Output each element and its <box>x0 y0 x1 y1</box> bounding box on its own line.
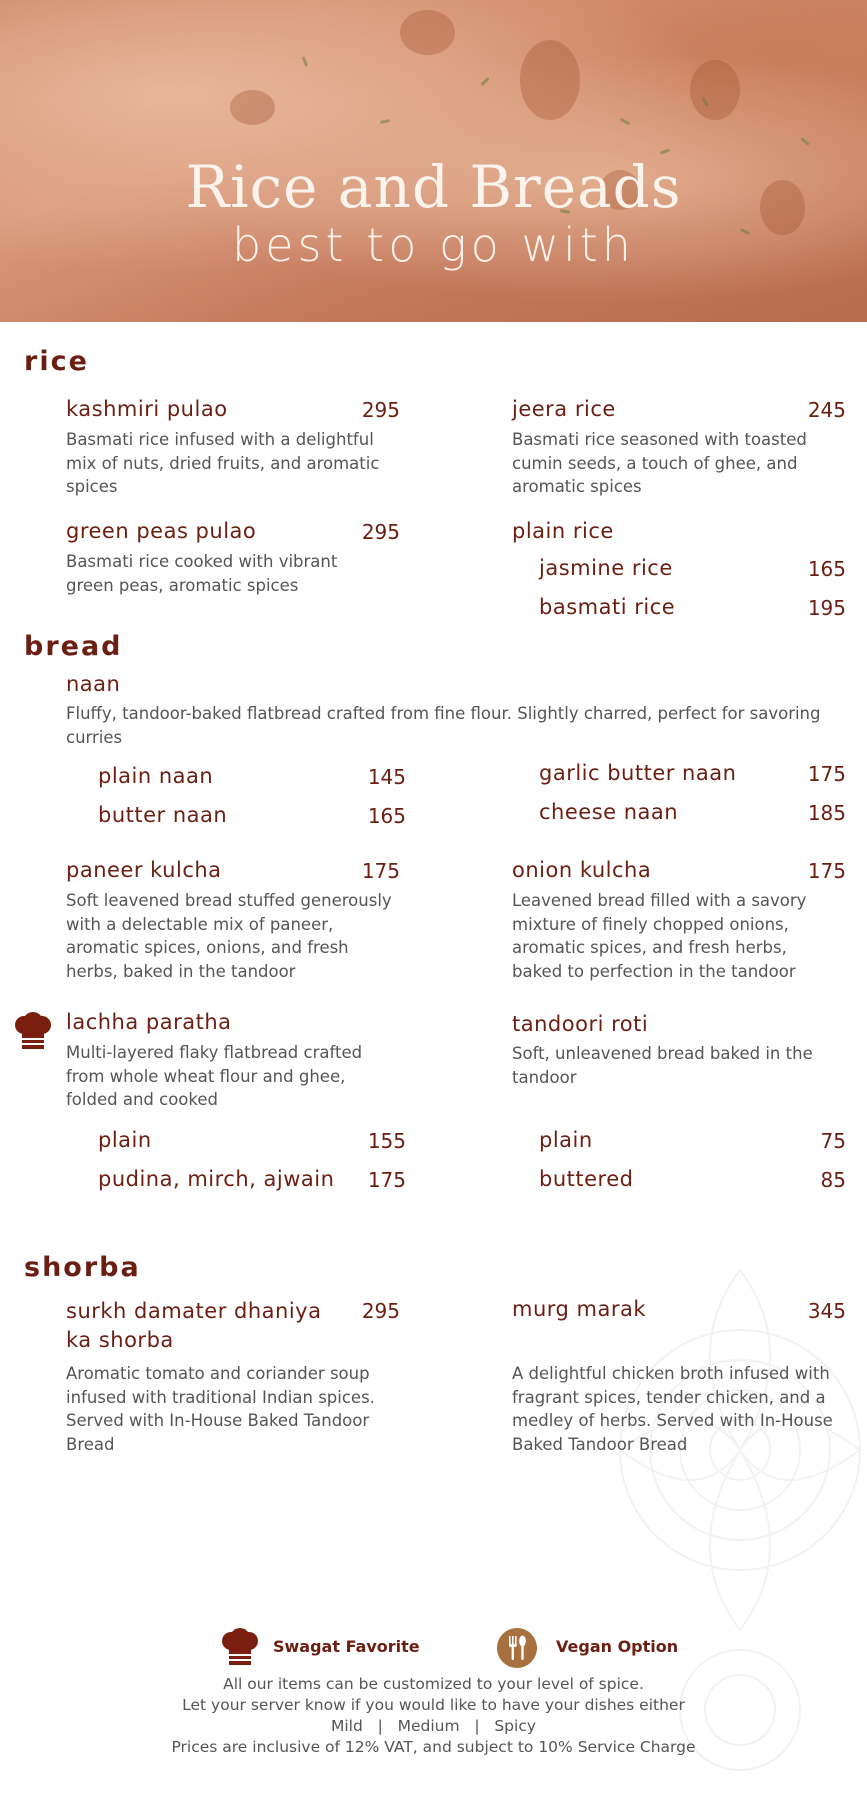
chef-hat-icon <box>220 1628 260 1666</box>
item-name: naan <box>66 672 121 696</box>
item-name: kashmiri pulao <box>66 397 228 421</box>
item-name: paneer kulcha <box>66 858 222 882</box>
section-title-shorba: shorba <box>24 1252 141 1283</box>
section-title-rice: rice <box>24 346 89 377</box>
option-name: plain <box>98 1128 152 1152</box>
item-description: Soft, unleavened bread baked in the tandoor <box>512 1044 813 1087</box>
item-description: Basmati rice cooked with vibrant green peas, aromatic spices <box>66 552 338 595</box>
item-name: onion kulcha <box>512 858 652 882</box>
item-description: Multi-layered flaky flatbread crafted from whole wheat flour and ghee, folded and cooked <box>66 1043 363 1109</box>
option-name: garlic butter naan <box>539 761 737 785</box>
legend-favorite-label: Swagat Favorite <box>273 1637 420 1656</box>
chef-hat-icon <box>13 1012 53 1050</box>
page-subtitle: best to go with <box>232 218 635 272</box>
hero-banner <box>0 0 867 322</box>
item-price: 295 <box>361 1299 400 1323</box>
item-price: 345 <box>807 1299 846 1323</box>
item-description: Leavened bread filled with a savory mixture of finely chopped onions, aromatic spices, and fresh herbs, baked to perfection in the tandoor <box>512 891 807 981</box>
footer-spice-levels: Mild | Medium | Spicy <box>330 1717 537 1735</box>
item-description: A delightful chicken broth infused with fragrant spices, tender chicken, and a medley of herbs. Served with In-House Baked Tandoor Bread <box>512 1364 833 1454</box>
section-title-bread: bread <box>24 631 123 662</box>
legend-vegan-label: Vegan Option <box>556 1637 679 1656</box>
item-price: 175 <box>361 859 400 883</box>
item-description: Basmati rice seasoned with toasted cumin seeds, a touch of ghee, and aromatic spices <box>512 430 807 496</box>
item-description: Basmati rice infused with a delightful mix of nuts, dried fruits, and aromatic spices <box>66 430 380 496</box>
option-name: buttered <box>539 1167 634 1191</box>
option-price: 165 <box>367 804 406 828</box>
option-name: jasmine rice <box>539 556 673 580</box>
item-name: plain rice <box>512 519 614 543</box>
footer-customize-note: All our items can be customized to your level of spice. <box>223 1675 644 1693</box>
page-title: Rice and Breads <box>185 153 682 221</box>
option-name: cheese naan <box>539 800 679 824</box>
option-name: butter naan <box>98 803 228 827</box>
item-price: 245 <box>807 398 846 422</box>
option-price: 155 <box>367 1129 406 1153</box>
item-name: jeera rice <box>512 397 616 421</box>
item-price: 295 <box>361 520 400 544</box>
item-name: murg marak <box>512 1297 647 1321</box>
option-price: 175 <box>367 1168 406 1192</box>
item-description: Soft leavened bread stuffed generously with a delectable mix of paneer, aromatic spices, onions, and fresh herbs, baked in the tandoor <box>66 891 392 981</box>
option-price: 175 <box>807 762 846 786</box>
item-name: green peas pulao <box>66 519 257 543</box>
item-price: 295 <box>361 398 400 422</box>
option-price: 145 <box>367 765 406 789</box>
item-name: surkh damater dhaniya ka shorba <box>66 1299 322 1352</box>
option-price: 165 <box>807 557 846 581</box>
option-name: plain <box>539 1128 593 1152</box>
footer-server-note: Let your server know if you would like to have your dishes either <box>182 1696 685 1714</box>
item-name: tandoori roti <box>512 1012 649 1036</box>
item-name: lachha paratha <box>66 1010 232 1034</box>
option-price: 185 <box>807 801 846 825</box>
fork-spoon-icon <box>496 1627 538 1669</box>
option-name: basmati rice <box>539 595 676 619</box>
option-name: pudina, mirch, ajwain <box>98 1167 335 1191</box>
option-price: 195 <box>807 596 846 620</box>
option-name: plain naan <box>98 764 214 788</box>
item-description: Aromatic tomato and coriander soup infused with traditional Indian spices. Served with In-House Baked Tandoor Bread <box>66 1364 375 1454</box>
item-price: 175 <box>807 859 846 883</box>
option-price: 75 <box>820 1129 846 1153</box>
option-price: 85 <box>820 1168 846 1192</box>
item-description: Fluffy, tandoor-baked flatbread crafted from fine flour. Slightly charred, perfect for savoring curries <box>66 704 821 747</box>
footer-vat-note: Prices are inclusive of 12% VAT, and subject to 10% Service Charge <box>171 1738 696 1756</box>
